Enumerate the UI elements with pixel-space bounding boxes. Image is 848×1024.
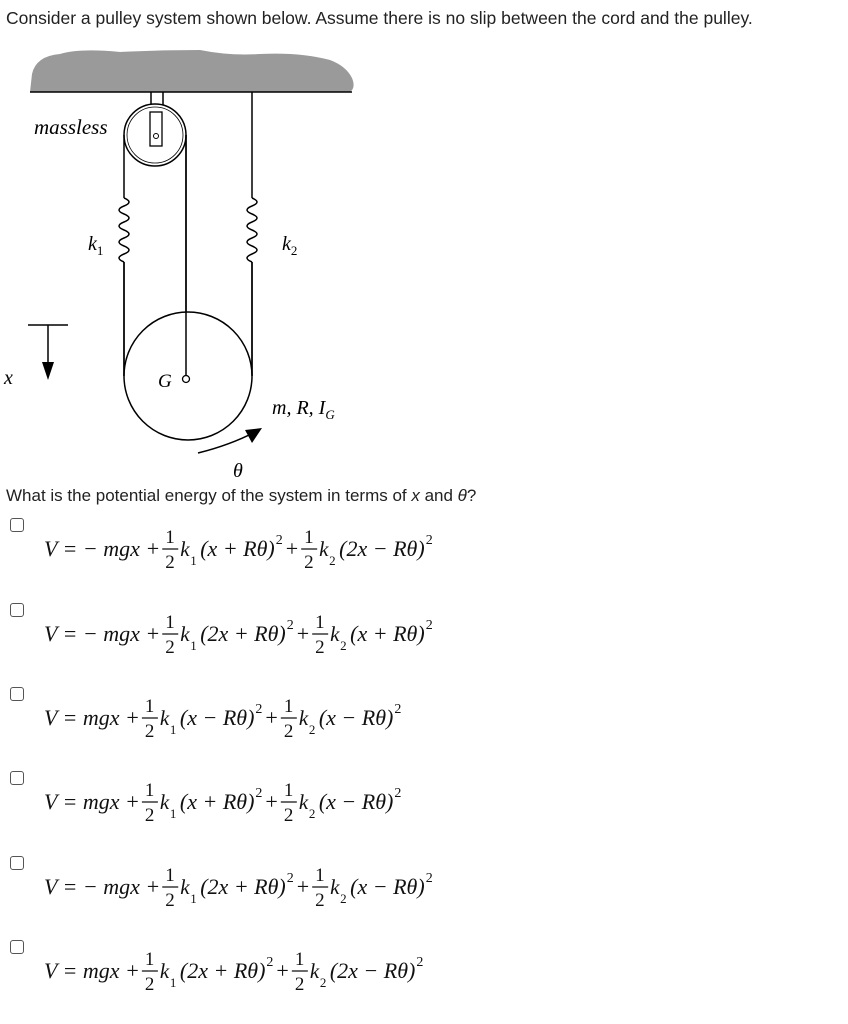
k1-term: (x + Rθ) bbox=[179, 789, 255, 814]
plus-sign: + bbox=[265, 789, 278, 814]
k2-square: 2 bbox=[416, 955, 424, 970]
option-formula bbox=[44, 860, 604, 934]
spring-k1-symbol: k bbox=[180, 875, 190, 899]
half-1-numerator: 1 bbox=[144, 696, 155, 717]
k2-square: 2 bbox=[425, 618, 433, 633]
half-2-numerator: 1 bbox=[283, 780, 294, 801]
spring-k2-subscript: 2 bbox=[340, 638, 347, 653]
option-checkbox[interactable] bbox=[10, 687, 24, 701]
spring-k1 bbox=[119, 198, 129, 262]
option-formula bbox=[44, 691, 604, 765]
k2-term: (2x − Rθ) bbox=[339, 536, 425, 561]
answer-option[interactable] bbox=[0, 518, 848, 598]
spring-k1-subscript: 1 bbox=[169, 722, 177, 737]
spring-k1-symbol: k bbox=[180, 537, 190, 561]
formula-prefix: V = mgx + bbox=[44, 705, 140, 730]
plus-sign: + bbox=[285, 536, 299, 561]
half-1-denominator: 2 bbox=[144, 805, 155, 826]
half-1-denominator: 2 bbox=[165, 890, 175, 911]
k1-label: $k_1$ bbox=[88, 233, 104, 258]
option-formula bbox=[44, 522, 604, 596]
option-checkbox[interactable] bbox=[10, 940, 24, 954]
option-checkbox[interactable] bbox=[10, 771, 24, 785]
G-label: G bbox=[158, 371, 172, 392]
plus-sign: + bbox=[296, 621, 310, 646]
answer-option[interactable] bbox=[0, 771, 848, 851]
option-checkbox[interactable] bbox=[10, 603, 24, 617]
spring-k2-subscript: 2 bbox=[329, 553, 336, 568]
question-intro: Consider a pulley system shown below. Assume there is no slip between the cord and the pulley. bbox=[6, 8, 753, 28]
formula-prefix: V = mgx + bbox=[44, 789, 140, 814]
half-1-denominator: 2 bbox=[144, 974, 155, 995]
half-1-numerator: 1 bbox=[144, 949, 155, 970]
half-2-denominator: 2 bbox=[304, 552, 314, 573]
question-prompt: What is the potential energy of the system in terms of x and θ? bbox=[6, 486, 477, 505]
k1-square: 2 bbox=[286, 618, 294, 633]
k1-term: (2x + Rθ) bbox=[179, 958, 266, 983]
k2-term: (x − Rθ) bbox=[318, 789, 394, 814]
half-1-denominator: 2 bbox=[144, 721, 155, 742]
center-G bbox=[183, 376, 190, 383]
k1-square: 2 bbox=[255, 786, 263, 801]
half-1-denominator: 2 bbox=[165, 637, 175, 658]
spring-k2-subscript: 2 bbox=[319, 975, 327, 990]
k2-term: (x − Rθ) bbox=[350, 874, 425, 899]
spring-k2 bbox=[247, 198, 257, 262]
spring-k1-subscript: 1 bbox=[190, 553, 197, 568]
answer-option[interactable] bbox=[0, 856, 848, 936]
spring-k2-symbol: k bbox=[298, 790, 309, 814]
spring-k1-symbol: k bbox=[180, 622, 190, 646]
half-2-numerator: 1 bbox=[283, 696, 294, 717]
half-2-denominator: 2 bbox=[294, 974, 305, 995]
spring-k2-subscript: 2 bbox=[308, 722, 316, 737]
half-2-denominator: 2 bbox=[315, 890, 325, 911]
k2-square: 2 bbox=[425, 533, 433, 548]
formula-prefix: V = − mgx + bbox=[44, 874, 161, 899]
spring-k1-subscript: 1 bbox=[169, 975, 177, 990]
option-checkbox[interactable] bbox=[10, 856, 24, 870]
k1-square: 2 bbox=[255, 702, 263, 717]
props-label: m, R, $I_G$ bbox=[272, 397, 335, 422]
k1-term: (x − Rθ) bbox=[179, 705, 255, 730]
k2-term: (2x − Rθ) bbox=[329, 958, 416, 983]
half-2-denominator: 2 bbox=[315, 637, 325, 658]
option-formula bbox=[44, 775, 604, 849]
k2-label: $k_2$ bbox=[282, 233, 298, 258]
ceiling bbox=[30, 50, 354, 92]
spring-k2-symbol: k bbox=[319, 537, 329, 561]
half-2-numerator: 1 bbox=[315, 865, 325, 886]
spring-k2-subscript: 2 bbox=[340, 891, 347, 906]
theta-label: θ bbox=[233, 460, 243, 480]
k1-square: 2 bbox=[286, 871, 294, 886]
answer-option[interactable] bbox=[0, 603, 848, 683]
spring-k1-symbol: k bbox=[159, 959, 170, 983]
spring-k2-symbol: k bbox=[298, 706, 309, 730]
formula-prefix: V = − mgx + bbox=[44, 621, 161, 646]
half-1-denominator: 2 bbox=[165, 552, 175, 573]
x-label: x bbox=[4, 367, 13, 389]
half-2-denominator: 2 bbox=[283, 805, 294, 826]
half-1-numerator: 1 bbox=[144, 780, 155, 801]
spring-k2-symbol: k bbox=[330, 622, 340, 646]
spring-k1-symbol: k bbox=[159, 790, 170, 814]
answer-option[interactable] bbox=[0, 687, 848, 767]
spring-k2-symbol: k bbox=[330, 875, 340, 899]
spring-k1-symbol: k bbox=[159, 706, 170, 730]
k1-term: (x + Rθ) bbox=[200, 536, 275, 561]
half-2-denominator: 2 bbox=[283, 721, 294, 742]
spring-k1-subscript: 1 bbox=[169, 806, 177, 821]
k2-square: 2 bbox=[394, 702, 402, 717]
k2-term: (x − Rθ) bbox=[318, 705, 394, 730]
answer-option[interactable] bbox=[0, 940, 848, 1020]
spring-k2-subscript: 2 bbox=[308, 806, 316, 821]
option-formula bbox=[44, 944, 604, 1018]
formula-prefix: V = − mgx + bbox=[44, 536, 161, 561]
spring-k1-subscript: 1 bbox=[190, 891, 197, 906]
k1-term: (2x + Rθ) bbox=[200, 621, 286, 646]
spring-k2-symbol: k bbox=[309, 959, 320, 983]
option-checkbox[interactable] bbox=[10, 518, 24, 532]
formula-prefix: V = mgx + bbox=[44, 958, 140, 983]
plus-sign: + bbox=[265, 705, 278, 730]
k2-square: 2 bbox=[394, 786, 402, 801]
half-2-numerator: 1 bbox=[304, 527, 314, 548]
k2-square: 2 bbox=[425, 871, 433, 886]
half-1-numerator: 1 bbox=[165, 612, 175, 633]
half-2-numerator: 1 bbox=[315, 612, 325, 633]
plus-sign: + bbox=[296, 874, 310, 899]
massless-label: massless bbox=[34, 115, 108, 139]
k1-term: (2x + Rθ) bbox=[200, 874, 286, 899]
half-1-numerator: 1 bbox=[165, 527, 175, 548]
k1-square: 2 bbox=[275, 533, 283, 548]
half-2-numerator: 1 bbox=[294, 949, 305, 970]
option-formula bbox=[44, 607, 604, 681]
pulley-diagram bbox=[0, 40, 848, 480]
plus-sign: + bbox=[276, 958, 289, 983]
k1-square: 2 bbox=[266, 955, 274, 970]
k2-term: (x + Rθ) bbox=[350, 621, 425, 646]
half-1-numerator: 1 bbox=[165, 865, 175, 886]
spring-k1-subscript: 1 bbox=[190, 638, 197, 653]
